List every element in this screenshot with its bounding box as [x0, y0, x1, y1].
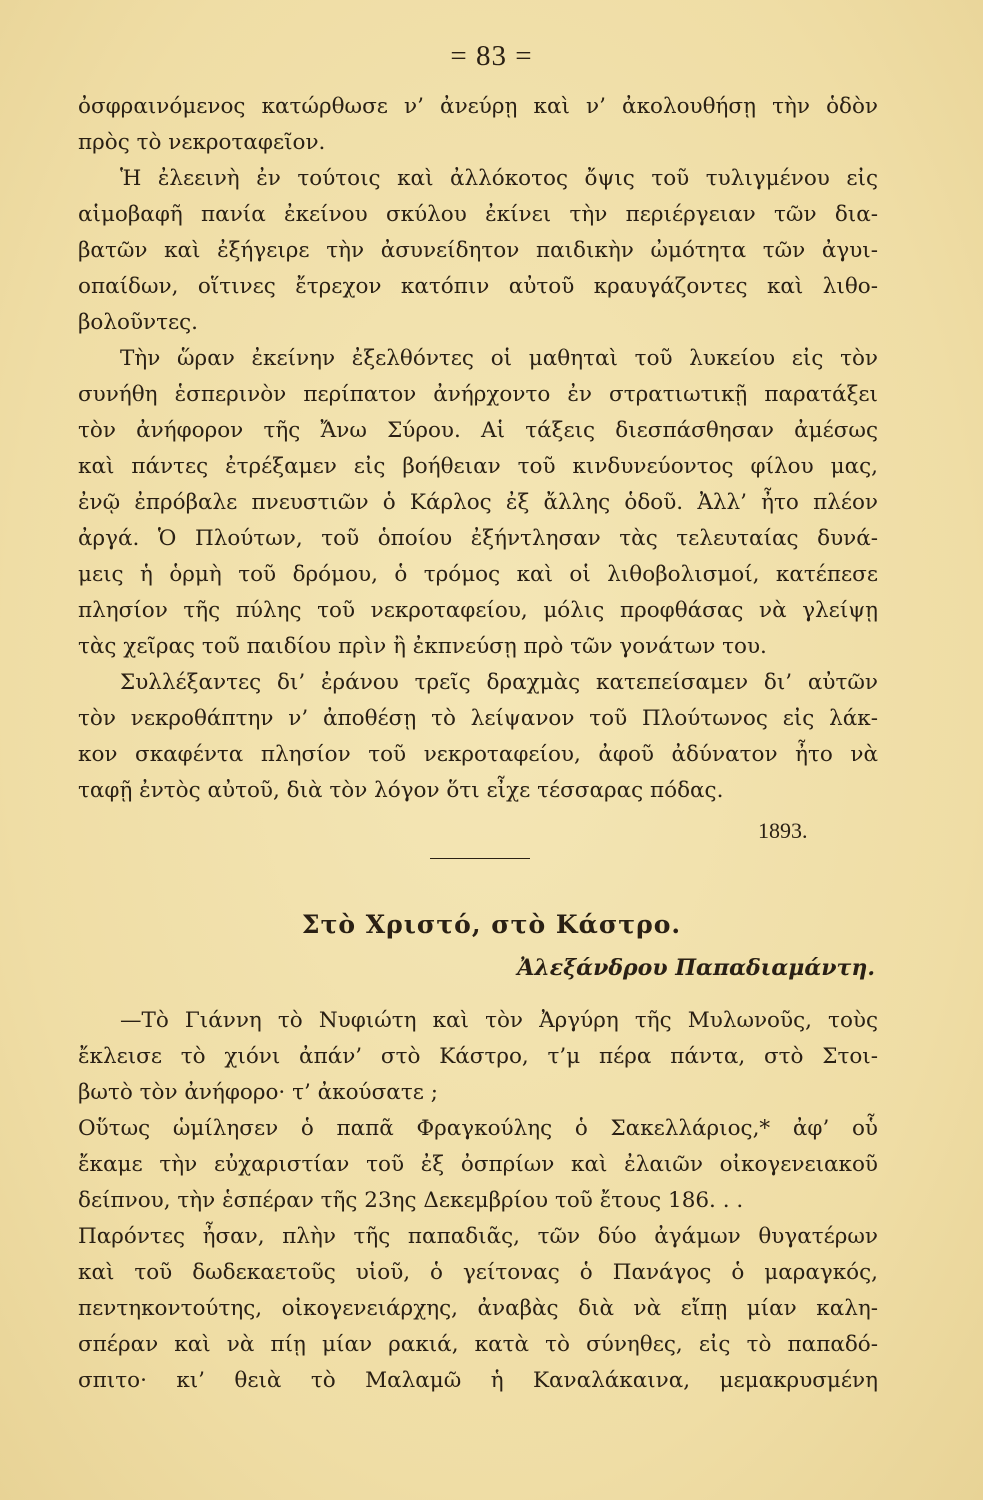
text-line: —Τὸ Γιάννη τὸ Νυφιώτη καὶ τὸν Ἀργύρη τῆς Μυλωνοῦς, τοὺς: [120, 1008, 878, 1033]
text-line: βολοῦντες.: [78, 310, 198, 335]
body-text-bottom: [78, 1003, 878, 1399]
section-title: Στὸ Χριστό, στὸ Κάστρο.: [301, 910, 682, 939]
text-line: πλησίον τῆς πύλης τοῦ νεκροταφείου, μόλις προφθάσας νὰ γλείψῃ: [78, 598, 878, 623]
text-line: πεντηκοντούτης, οἰκογενειάρχης, ἀναβὰς διὰ νὰ εἴπῃ μίαν καλη-: [78, 1296, 878, 1321]
text-line: Οὕτως ὡμίλησεν ὁ παπᾶ Φραγκούλης ὁ Σακελλάριος,* ἀφ’ οὗ: [78, 1116, 878, 1141]
section-divider: [430, 858, 530, 859]
text-line: πρὸς τὸ νεκροταφεῖον.: [78, 130, 326, 155]
body-text-top: [78, 89, 878, 809]
text-line: καὶ τοῦ δωδεκαετοῦς υἱοῦ, ὁ γείτονας ὁ Πανάγος ὁ μαραγκός,: [78, 1260, 878, 1285]
text-line: Ἡ ἐλεεινὴ ἐν τούτοις καὶ ἀλλόκοτος ὄψις τοῦ τυλιγμένου εἰς: [120, 166, 878, 191]
text-line: ἔκαμε τὴν εὐχαριστίαν τοῦ ἐξ ὀσπρίων καὶ ἐλαιῶν οἰκογενειακοῦ: [78, 1152, 878, 1177]
text-line: Παρόντες ἦσαν, πλὴν τῆς παπαδιᾶς, τῶν δύο ἀγάμων θυγατέρων: [78, 1224, 878, 1249]
text-line: δείπνου, τὴν ἑσπέραν τῆς 23ης Δεκεμβρίου τοῦ ἔτους 186. . .: [78, 1188, 744, 1213]
text-line: κον σκαφέντα πλησίον τοῦ νεκροταφείου, ἀφοῦ ἀδύνατον ἦτο νὰ: [78, 742, 878, 767]
text-line: ἔκλεισε τὸ χιόνι ἀπάν’ στὸ Κάστρο, τ’μ πέρα πάντα, στὸ Στοι-: [78, 1044, 878, 1069]
author-name: Ἀλεξάνδρου Παπαδιαμάντη.: [517, 955, 875, 981]
text-line: σπέραν καὶ νὰ πίῃ μίαν ρακιά, κατὰ τὸ σύνηθες, εἰς τὸ παπαδό-: [78, 1332, 878, 1357]
text-line: τὰς χεῖρας τοῦ παιδίου πρὶν ἢ ἐκπνεύσῃ πρὸ τῶν γονάτων του.: [78, 634, 767, 659]
text-line: καὶ πάντες ἐτρέξαμεν εἰς βοήθειαν τοῦ κινδυνεύοντος φίλου μας,: [78, 454, 878, 479]
text-line: βατῶν καὶ ἐξήγειρε τὴν ἀσυνείδητον παιδικὴν ὠμότητα τῶν ἀγυι-: [78, 238, 878, 263]
page-number: = 83 =: [450, 40, 533, 72]
text-line: βωτὸ τὸν ἀνήφορο· τ’ ἀκούσατε ;: [78, 1080, 438, 1105]
text-line: ὀσφραινόμενος κατώρθωσε ν’ ἀνεύρῃ καὶ ν’ ἀκολουθήσῃ τὴν ὁδὸν: [78, 94, 878, 119]
text-line: αἱμοβαφῆ πανία ἐκείνου σκύλου ἐκίνει τὴν περιέργειαν τῶν δια-: [78, 202, 878, 227]
text-line: Τὴν ὥραν ἐκείνην ἐξελθόντες οἱ μαθηταὶ τοῦ λυκείου εἰς τὸν: [120, 346, 878, 371]
text-line: ἐνῷ ἐπρόβαλε πνευστιῶν ὁ Κάρλος ἐξ ἄλλης ὁδοῦ. Ἀλλ’ ἦτο πλέον: [78, 490, 878, 515]
text-line: οπαίδων, οἵτινες ἔτρεχον κατόπιν αὐτοῦ κραυγάζοντες καὶ λιθο-: [78, 274, 878, 299]
year-date: 1893.: [758, 818, 808, 843]
text-line: μεις ἡ ὁρμὴ τοῦ δρόμου, ὁ τρόμος καὶ οἱ λιθοβολισμοί, κατέπεσε: [78, 562, 878, 587]
text-line: ἀργά. Ὁ Πλούτων, τοῦ ὁποίου ἐξήντλησαν τὰς τελευταίας δυνά-: [78, 526, 878, 551]
text-line: τὸν ἀνήφορον τῆς Ἄνω Σύρου. Αἱ τάξεις διεσπάσθησαν ἀμέσως: [78, 418, 878, 443]
text-line: συνήθη ἑσπερινὸν περίπατον ἀνήρχοντο ἐν στρατιωτικῇ παρατάξει: [78, 382, 878, 407]
text-line: Συλλέξαντες δι’ ἐράνου τρεῖς δραχμὰς κατεπείσαμεν δι’ αὐτῶν: [120, 670, 878, 695]
text-line: τὸν νεκροθάπτην ν’ ἀποθέσῃ τὸ λείψανον τοῦ Πλούτωνος εἰς λάκ-: [78, 706, 878, 731]
text-line: σπιτο· κι’ θειὰ τὸ Μαλαμῶ ἡ Καναλάκαινα, μεμακρυσμένη: [78, 1368, 878, 1393]
text-line: ταφῇ ἐντὸς αὐτοῦ, διὰ τὸν λόγον ὅτι εἶχε τέσσαρας πόδας.: [78, 778, 724, 803]
